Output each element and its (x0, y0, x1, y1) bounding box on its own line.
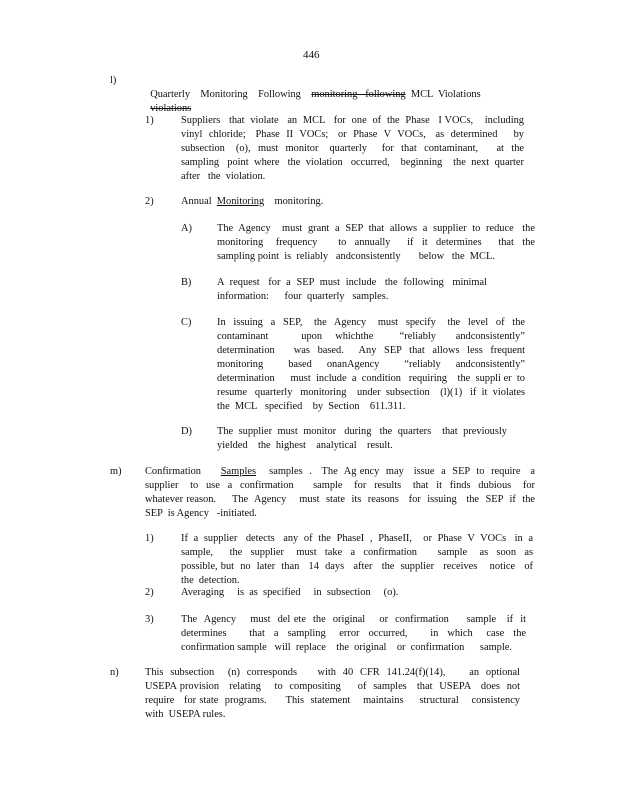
item-l2-marker: 2) (145, 196, 154, 207)
section-m-text (145, 465, 541, 521)
item-l2-underlined: Monitoring (216, 196, 265, 207)
section-l-heading (145, 74, 485, 116)
section-n-text: This subsection (n) corresponds with 40 CFR 141.24(f)(14), an optional USEPA provision relating to compositing of samples that USEPA does not require for state programs. This statement maintains structural consistency with USEPA rules. (145, 667, 533, 720)
item-l2b-text: A request for a SEP must include the following minimal information: four quarterly samples. (217, 277, 490, 302)
section-m-marker: m) (110, 466, 122, 477)
item-m3-text: The Agency must del ete the original or confirmation sample if it determines that a sampling error occurred, in which case the confirmation sample will replace the original or confirmation sample. (181, 614, 532, 653)
item-m2-marker: 2) (145, 587, 154, 598)
section-l-struck-text-2: violations (150, 103, 192, 114)
item-l1-marker: 1) (145, 115, 154, 126)
section-l-marker: l) (110, 75, 117, 86)
item-l2a-marker: A) (181, 223, 192, 234)
item-m1-marker: 1) (145, 533, 154, 544)
section-l-heading-text-2: MCL Violations (405, 89, 481, 100)
section-l-struck-text: monitoring following (311, 89, 406, 100)
item-l2c-marker: C) (181, 317, 192, 328)
section-m-text-b: samples . The Ag ency may issue a SEP to require a supplier to use a confirmation sample for results that it finds dubious for whatever reason. The Agency must state its reasons for issuing the SEP if the SEP is Agency -initiated. (145, 466, 541, 519)
item-l2-text-b: monitoring. (264, 196, 324, 207)
item-l1-text: Suppliers that violate an MCL for one of the Phase I VOCs, including vinyl chloride; Phase II VOCs; or Phase V VOCs, as determined by subsection (o), must monitor quarterly for that contaminant, at the sampling point where the violation occurred, beginning the next quarter after the violation. (181, 115, 527, 182)
item-m2-text: Averaging is as specified in subsection (o). (181, 587, 399, 598)
item-l2a-text: The Agency must grant a SEP that allows a supplier to reduce the monitoring frequency to annually if it determines that the sampling point is reliably andconsistently below the MCL. (217, 223, 541, 262)
item-l2-text-a: Annual (181, 196, 217, 207)
item-l2c-text: In issuing a SEP, the Agency must specify the level of the contaminant upon whichthe “reliably andconsistently” determination was based. Any SEP that allows less frequent monitoring based onanAgency “reliably andconsistently” determination must include a condition requiring the suppli er to resume quarterly monitoring under subsection (l)(1) if it violates the MCL specified by Section 611.311. (217, 317, 528, 412)
item-m1-text: If a supplier detects any of the PhaseI , PhaseII, or Phase V VOCs in a sample, the supplier must take a confirmation sample as soon as possible, but no later than 14 days after the supplier receives notice of the detection. (181, 533, 539, 586)
item-l2d-text: The supplier must monitor during the quarters that previously yielded the highest analytical result. (217, 426, 510, 451)
item-l2b-marker: B) (181, 277, 192, 288)
section-n-marker: n) (110, 667, 119, 678)
item-l2-text (181, 195, 323, 209)
item-m3-marker: 3) (145, 614, 154, 625)
section-m-underlined: Samples (220, 466, 256, 477)
section-l-heading-text: Quarterly Monitoring Following (150, 89, 312, 100)
section-m-text-a: Confirmation (145, 466, 221, 477)
page-number: 446 (303, 49, 320, 61)
item-l2d-marker: D) (181, 426, 192, 437)
